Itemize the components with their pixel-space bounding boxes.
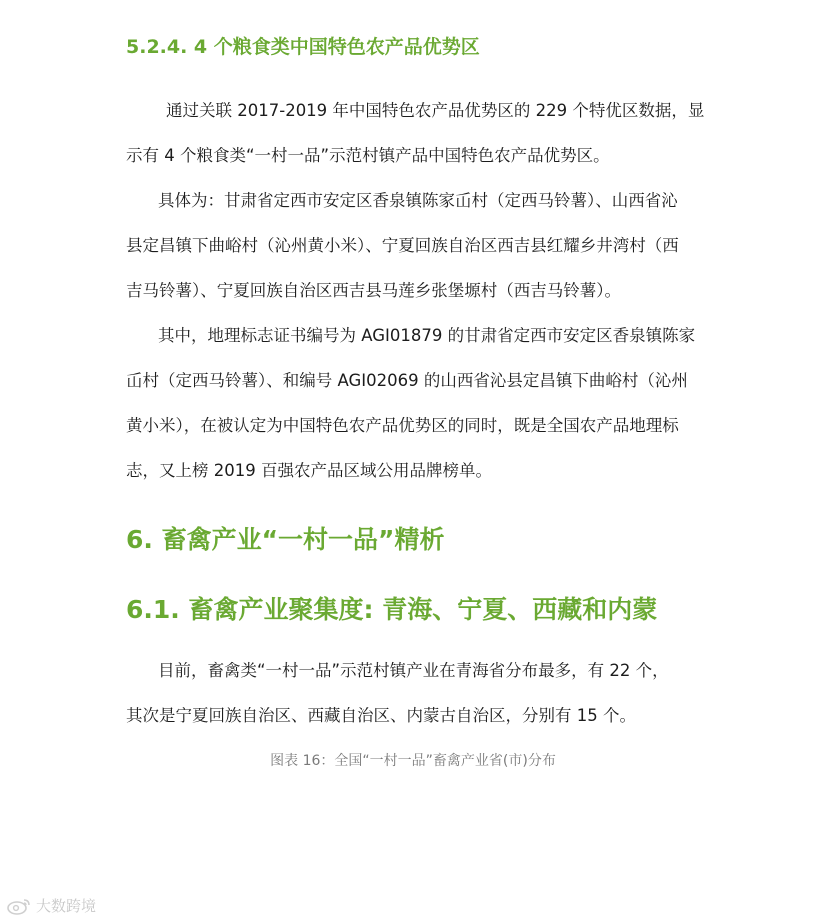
paragraph-line: 屲村（定西马铃薯）、和编号 AGI02069 的山西省沁县定昌镇下曲峪村（沁州 [126, 371, 688, 390]
paragraph-line: 黄小米），在被认定为中国特色农产品优势区的同时，既是全国农产品地理标 [126, 416, 679, 435]
paragraph-line: 具体为：甘肃省定西市安定区香泉镇陈家屲村（定西马铃薯）、山西省沁 [158, 191, 678, 210]
paragraph-geo-indication [126, 313, 706, 493]
section-heading-5-2-4: 5.2.4. 4 个粮食类中国特色农产品优势区 [126, 36, 480, 58]
watermark [6, 895, 96, 916]
figure-caption: 图表 16：全国“一村一品”畜禽产业省(市)分布 [270, 753, 556, 769]
paragraph-line: 通过关联 2017-2019 年中国特色农产品优势区的 229 个特优区数据，显 [166, 101, 705, 120]
paragraph-line: 县定昌镇下曲峪村（沁州黄小米）、宁夏回族自治区西吉县红耀乡井湾村（西 [126, 236, 679, 255]
paragraph-line: 示有 4 个粮食类“一村一品”示范村镇产品中国特色农产品优势区。 [126, 146, 610, 165]
paragraph-livestock [126, 648, 706, 738]
paragraph-line: 目前，畜禽类“一村一品”示范村镇产业在青海省分布最多，有 22 个， [158, 661, 669, 680]
paragraph-line: 吉马铃薯）、宁夏回族自治区西吉县马莲乡张堡塬村（西吉马铃薯）。 [126, 281, 621, 300]
paragraph-line: 其次是宁夏回族自治区、西藏自治区、内蒙古自治区，分别有 15 个。 [126, 706, 636, 725]
watermark-text: 大数跨境 [36, 897, 97, 915]
paragraph-line: 其中，地理标志证书编号为 AGI01879 的甘肃省定西市安定区香泉镇陈家 [158, 326, 696, 345]
section-heading-6-1: 6.1. 畜禽产业聚集度: 青海、宁夏、西藏和内蒙 [126, 595, 658, 624]
weibo-like-logo-icon [6, 897, 32, 915]
paragraph-details [126, 178, 706, 313]
paragraph-line: 志，又上榜 2019 百强农产品区域公用品牌榜单。 [126, 461, 492, 480]
paragraph-intro [126, 88, 706, 178]
section-heading-6: 6. 畜禽产业“一村一品”精析 [126, 525, 445, 554]
